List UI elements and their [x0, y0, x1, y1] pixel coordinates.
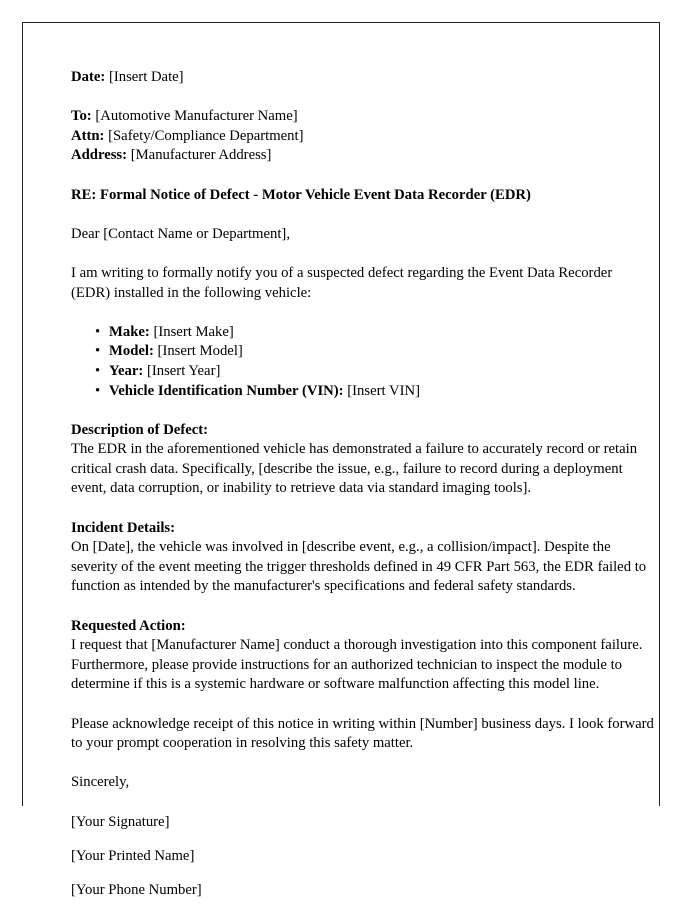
to-value: [Automotive Manufacturer Name] — [95, 108, 298, 125]
printed-name-placeholder: [Your Printed Name] — [71, 847, 195, 864]
vehicle-details-list — [71, 323, 655, 401]
section-heading: Incident Details: — [71, 519, 176, 536]
section-incident-details — [71, 519, 655, 597]
salutation-block — [71, 225, 655, 245]
date-block — [71, 68, 655, 88]
date-label: Date: — [71, 69, 106, 85]
section-body: I request that [Manufacturer Name] conduct a thorough investigation into this component failure. Furthermore, please provide instructions for an authorized technician to inspect the module to determine if this is a systemic hardware or software malfunction affecting this model line. — [71, 637, 643, 693]
vehicle-vin-value: [Insert VIN] — [347, 382, 420, 399]
phone-number-placeholder: [Your Phone Number] — [71, 882, 202, 899]
subject-line: RE: Formal Notice of Defect - Motor Vehicle Event Data Recorder (EDR) — [71, 186, 531, 203]
list-item — [95, 382, 655, 402]
section-requested-action — [71, 617, 655, 695]
signature-block — [71, 813, 655, 901]
address-line — [71, 146, 655, 166]
intro-block — [71, 264, 655, 303]
date-value: [Insert Date] — [108, 69, 184, 85]
list-item — [95, 323, 655, 343]
to-line — [71, 107, 655, 127]
attn-value: [Safety/Compliance Department] — [108, 127, 304, 144]
vehicle-model-value: [Insert Model] — [157, 343, 243, 360]
closing-paragraph: Please acknowledge receipt of this notice in writing within [Number] business days. I look forward to your prompt cooperation in resolving this safety matter. — [71, 715, 654, 752]
bullet-icon: • — [95, 323, 101, 340]
sign-off-block — [71, 773, 655, 793]
bullet-icon: • — [95, 362, 101, 379]
vehicle-year-value: [Insert Year] — [146, 362, 221, 379]
vehicle-list-block — [71, 323, 655, 401]
vehicle-model-label: Model: — [109, 343, 154, 360]
address-value: [Manufacturer Address] — [130, 147, 272, 164]
to-label: To: — [71, 108, 92, 125]
vehicle-make-value: [Insert Make] — [153, 323, 234, 340]
recipient-block — [71, 107, 655, 166]
attn-line — [71, 127, 655, 147]
section-heading: Requested Action: — [71, 617, 186, 634]
vehicle-year-label: Year: — [109, 362, 144, 379]
list-item — [95, 342, 655, 362]
closing-block — [71, 715, 655, 754]
date-line — [71, 68, 655, 88]
signature-placeholder: [Your Signature] — [71, 813, 170, 830]
section-body: On [Date], the vehicle was involved in [describe event, e.g., a collision/impact]. Despite the severity of the event meeting the trigger thresholds defined in 49 CFR Part 563, the EDR failed to function as intended by the manufacturer's specifications and federal safety standards. — [71, 539, 647, 595]
document-page-frame — [22, 22, 660, 899]
vehicle-make-label: Make: — [109, 323, 150, 340]
attn-label: Attn: — [71, 127, 105, 144]
vehicle-vin-label: Vehicle Identification Number (VIN): — [109, 382, 344, 399]
bullet-icon: • — [95, 382, 101, 399]
address-label: Address: — [71, 147, 128, 164]
bullet-icon: • — [95, 343, 101, 360]
salutation: Dear [Contact Name or Department], — [71, 225, 290, 242]
intro-paragraph: I am writing to formally notify you of a suspected defect regarding the Event Data Recorder (EDR) installed in the following vehicle: — [71, 264, 613, 301]
subject-block — [71, 186, 655, 206]
section-heading: Description of Defect: — [71, 421, 209, 438]
section-body: The EDR in the aforementioned vehicle has demonstrated a failure to accurately record or retain critical crash data. Specifically, [describe the issue, e.g., failure to record during a deployment event, data corruption, or inability to retrieve data via standard imaging tools]. — [71, 441, 638, 497]
section-description-of-defect — [71, 421, 655, 499]
sign-off: Sincerely, — [71, 774, 130, 791]
letter-body — [71, 68, 655, 915]
list-item — [95, 362, 655, 382]
